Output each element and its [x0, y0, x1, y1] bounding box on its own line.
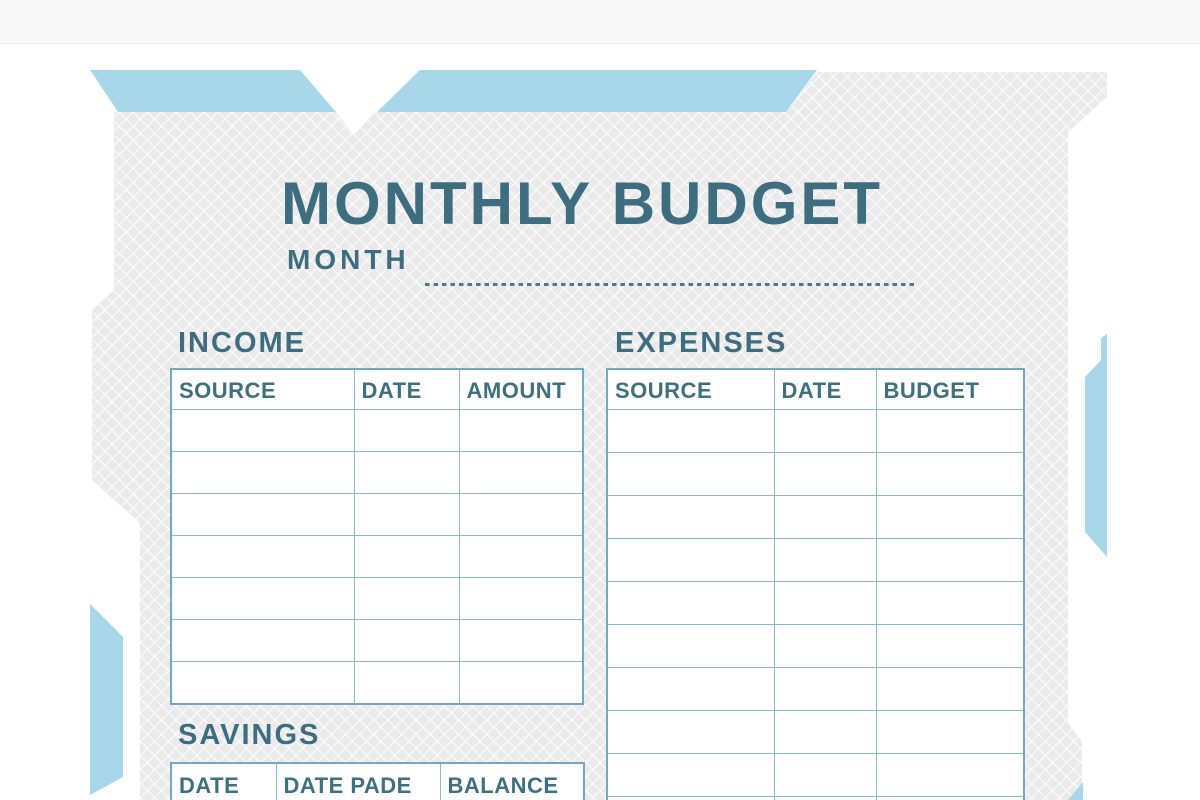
savings-col-balance: BALANCE: [440, 763, 584, 800]
empty-cell: [607, 496, 774, 539]
expenses-empty-row: [607, 668, 1024, 711]
savings-table: [170, 762, 585, 800]
empty-cell: [876, 496, 1024, 539]
income-empty-row: [171, 410, 583, 452]
empty-cell: [171, 494, 354, 536]
income-heading: INCOME: [178, 327, 306, 359]
top-left-blue-band: [90, 70, 336, 112]
empty-cell: [459, 494, 583, 536]
expenses-empty-row: [607, 754, 1024, 797]
empty-cell: [459, 578, 583, 620]
empty-cell: [171, 410, 354, 452]
empty-cell: [774, 668, 876, 711]
expenses-table: [606, 368, 1025, 800]
empty-cell: [354, 494, 459, 536]
empty-cell: [876, 797, 1024, 800]
savings-header-row: [171, 763, 584, 800]
month-fill-in-line: [425, 283, 918, 286]
income-empty-row: [171, 536, 583, 578]
right-blue-accent: [1085, 334, 1107, 557]
empty-cell: [171, 578, 354, 620]
empty-cell: [607, 625, 774, 668]
empty-cell: [774, 754, 876, 797]
empty-cell: [354, 578, 459, 620]
income-empty-row: [171, 662, 583, 705]
expenses-empty-row: [607, 453, 1024, 496]
empty-cell: [354, 452, 459, 494]
income-empty-row: [171, 494, 583, 536]
income-col-date: DATE: [354, 369, 459, 410]
empty-cell: [607, 539, 774, 582]
empty-cell: [876, 410, 1024, 453]
month-label: MONTH: [287, 244, 410, 275]
empty-cell: [354, 620, 459, 662]
empty-cell: [354, 536, 459, 578]
expenses-col-date: DATE: [774, 369, 876, 410]
expenses-empty-row: [607, 797, 1024, 800]
empty-cell: [876, 711, 1024, 754]
empty-cell: [607, 754, 774, 797]
empty-cell: [607, 453, 774, 496]
income-col-amount: AMOUNT: [459, 369, 583, 410]
empty-cell: [774, 582, 876, 625]
empty-cell: [774, 625, 876, 668]
income-empty-row: [171, 578, 583, 620]
empty-cell: [774, 711, 876, 754]
expenses-empty-row: [607, 496, 1024, 539]
savings-col-date-pade: DATE PADE: [276, 763, 440, 800]
expenses-header-row: [607, 369, 1024, 410]
expenses-empty-row: [607, 539, 1024, 582]
empty-cell: [354, 662, 459, 705]
expenses-empty-row: [607, 711, 1024, 754]
empty-cell: [876, 625, 1024, 668]
empty-cell: [459, 662, 583, 705]
savings-col-date: DATE: [171, 763, 276, 800]
empty-cell: [171, 620, 354, 662]
top-right-blue-band: [377, 70, 817, 112]
empty-cell: [774, 410, 876, 453]
empty-cell: [607, 410, 774, 453]
empty-cell: [171, 662, 354, 705]
bottom-left-blue-strip: [90, 604, 123, 795]
income-header-row: [171, 369, 583, 410]
expenses-col-source: SOURCE: [607, 369, 774, 410]
empty-cell: [607, 797, 774, 800]
income-empty-row: [171, 452, 583, 494]
empty-cell: [354, 410, 459, 452]
empty-cell: [774, 453, 876, 496]
empty-cell: [459, 452, 583, 494]
empty-cell: [876, 539, 1024, 582]
empty-cell: [876, 453, 1024, 496]
expenses-heading: EXPENSES: [615, 327, 788, 359]
expenses-empty-row: [607, 625, 1024, 668]
empty-cell: [876, 754, 1024, 797]
empty-cell: [774, 539, 876, 582]
empty-cell: [774, 496, 876, 539]
income-col-source: SOURCE: [171, 369, 354, 410]
top-strip: [0, 0, 1200, 44]
income-empty-row: [171, 620, 583, 662]
page-title: MONTHLY BUDGET: [281, 170, 884, 237]
empty-cell: [171, 536, 354, 578]
savings-heading: SAVINGS: [178, 719, 321, 751]
expenses-empty-row: [607, 410, 1024, 453]
expenses-empty-row: [607, 582, 1024, 625]
empty-cell: [607, 668, 774, 711]
empty-cell: [607, 582, 774, 625]
empty-cell: [459, 410, 583, 452]
empty-cell: [876, 582, 1024, 625]
expenses-col-budget: BUDGET: [876, 369, 1024, 410]
income-table: [170, 368, 584, 705]
empty-cell: [774, 797, 876, 800]
empty-cell: [876, 668, 1024, 711]
empty-cell: [171, 452, 354, 494]
empty-cell: [607, 711, 774, 754]
empty-cell: [459, 536, 583, 578]
empty-cell: [459, 620, 583, 662]
